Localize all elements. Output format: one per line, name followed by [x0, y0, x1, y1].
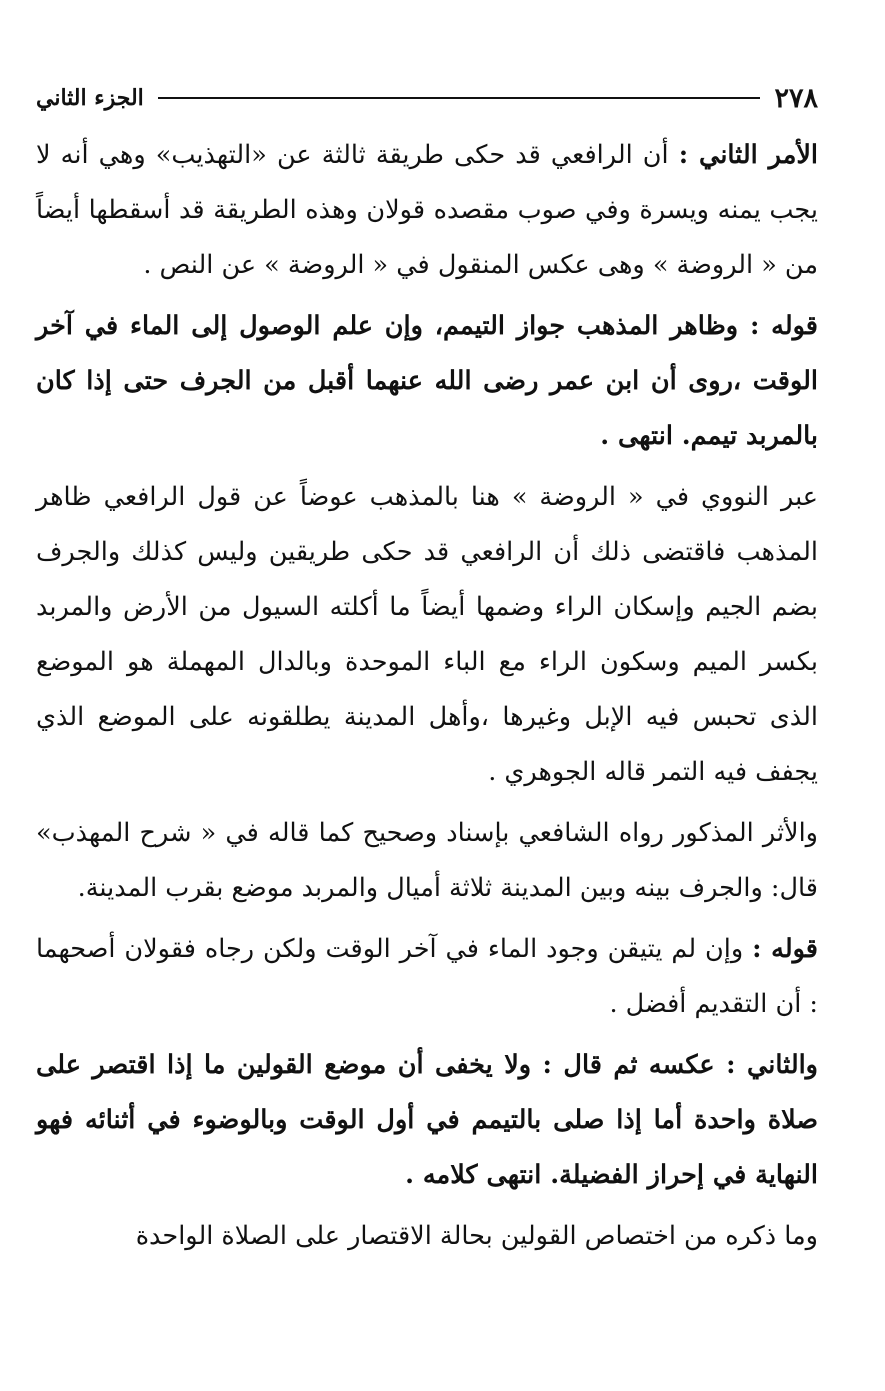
paragraph-6-text: والثاني : عكسه ثم قال : ولا يخفى أن موضع القولين ما إذا اقتصر على صلاة واحدة أما إذا صلى بالتيمم في أول الوقت وبالوضوء في أثنائه فهو النهاية في إحراز الفضيلة. انتهى كلامه . [36, 1050, 818, 1190]
paragraph-2-text: قوله : وظاهر المذهب جواز التيمم، وإن علم الوصول إلى الماء في آخر الوقت ،روى أن ابن عمر رضى الله عنهما أقبل من الجرف حتى إذا كان بالمربد تيمم. انتهى . [36, 311, 818, 451]
paragraph-1-text: أن الرافعي قد حكى طريقة ثالثة عن «التهذيب» وهي أنه لا يجب يمنه ويسرة وفي صوب مقصده قولان وهذه الطريقة قد أسقطها أيضاً من « الروضة » وهى عكس المنقول في « الروضة » عن النص . [36, 140, 818, 280]
header-rule [158, 97, 761, 99]
paragraph-3-text: عبر النووي في « الروضة » هنا بالمذهب عوضاً عن قول الرافعي ظاهر المذهب فاقتضى ذلك أن الرافعي قد حكى طريقين وليس كذلك والجرف بضم الجيم وإسكان الراء وضمها أيضاً ما أكلته السيول من الأرض والمربد بكسر الميم وسكون الراء مع الباء الموحدة وبالدال المهملة هو الموضع الذى تحبس فيه الإبل وغيرها ،وأهل المدينة يطلقونه على الموضع الذي يجفف فيه التمر قاله الجوهري . [36, 482, 818, 787]
paragraph-4 [36, 806, 818, 916]
page-header [36, 78, 818, 118]
paragraph-7-text: وما ذكره من اختصاص القولين بحالة الاقتصار على الصلاة الواحدة [135, 1221, 818, 1251]
paragraph-5-lead: قوله : [752, 934, 818, 964]
page-number: ٢٧٨ [774, 82, 818, 114]
paragraph-4-text: والأثر المذكور رواه الشافعي بإسناد وصحيح كما قاله في « شرح المهذب» قال: والجرف بينه وبين المدينة ثلاثة أميال والمربد موضع بقرب المدينة. [36, 818, 818, 903]
paragraph-3 [36, 470, 818, 800]
paragraph-7 [36, 1209, 818, 1264]
paragraph-5 [36, 922, 818, 1032]
paragraph-1 [36, 128, 818, 293]
paragraph-1-lead: الأمر الثاني : [678, 140, 818, 170]
paragraph-6 [36, 1038, 818, 1203]
book-page [36, 78, 818, 1368]
paragraph-5-text: وإن لم يتيقن وجود الماء في آخر الوقت ولكن رجاه فقولان أصحهما : أن التقديم أفضل . [36, 934, 818, 1019]
running-title: الجزء الثاني [36, 85, 144, 111]
paragraph-2 [36, 299, 818, 464]
